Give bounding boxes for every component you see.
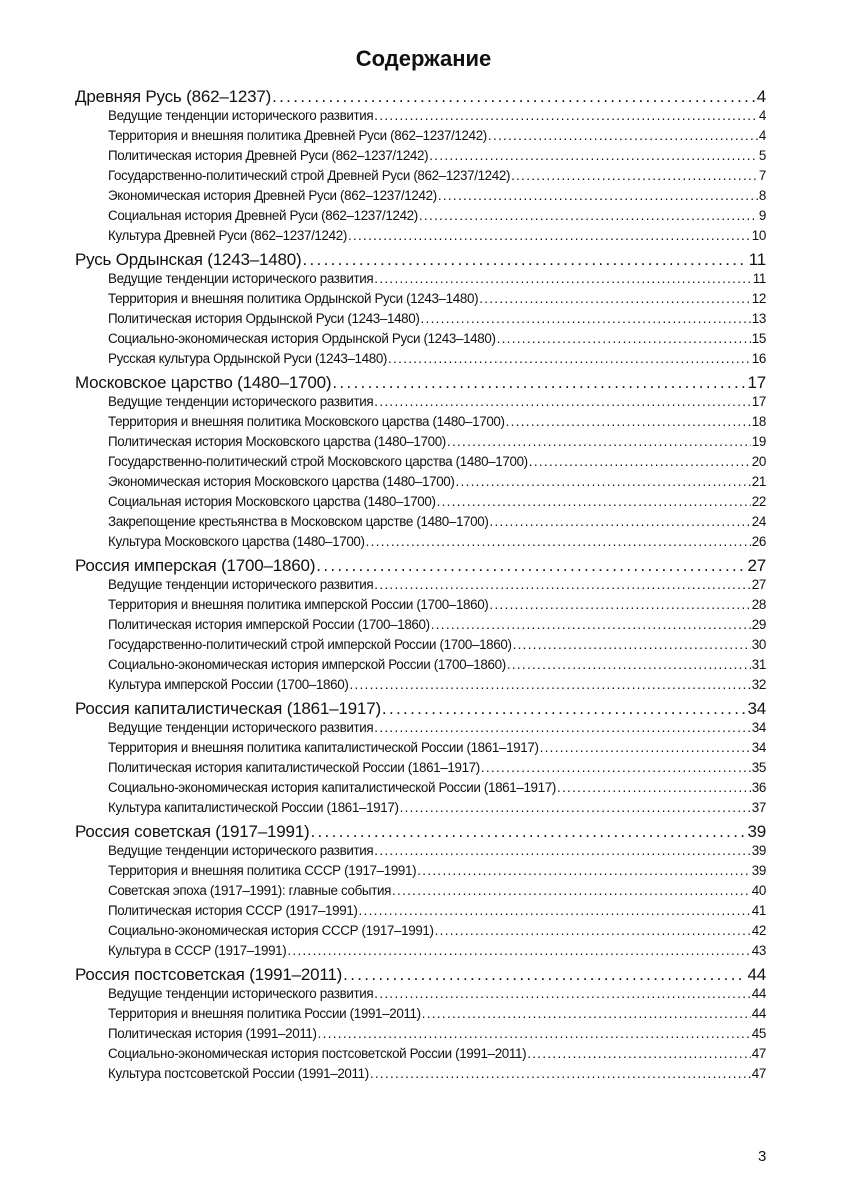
entry-title: Социально-экономическая история имперской России (1700–1860) bbox=[108, 657, 506, 672]
entry-title: Древняя Русь (862–1237) bbox=[75, 87, 272, 106]
entry-title: Социальная история Московского царства (1480–1700) bbox=[108, 494, 436, 509]
entry-page: 4 bbox=[756, 87, 766, 106]
entry-page: 22 bbox=[751, 494, 766, 509]
dot-leader bbox=[318, 1024, 751, 1044]
toc-subsection[interactable] bbox=[75, 738, 766, 758]
toc-subsection[interactable] bbox=[75, 941, 766, 961]
entry-page: 12 bbox=[751, 291, 766, 306]
entry-page: 4 bbox=[758, 108, 766, 123]
dot-leader bbox=[332, 374, 746, 392]
entry-title: Экономическая история Древней Руси (862–1237/1242) bbox=[108, 188, 437, 203]
dot-leader bbox=[481, 758, 751, 778]
toc-subsection[interactable] bbox=[75, 289, 766, 309]
dot-leader bbox=[447, 432, 751, 452]
entry-title: Территория и внешняя политика Московского царства (1480–1700) bbox=[108, 414, 505, 429]
toc-subsection[interactable] bbox=[75, 798, 766, 818]
entry-title: Политическая история Ордынской Руси (1243–1480) bbox=[108, 311, 420, 326]
entry-title: Государственно-политический строй Московского царства (1480–1700) bbox=[108, 454, 528, 469]
entry-page: 5 bbox=[758, 148, 766, 163]
toc-section[interactable] bbox=[75, 700, 766, 718]
dot-leader bbox=[527, 1044, 751, 1064]
toc-subsection[interactable] bbox=[75, 126, 766, 146]
entry-title: Культура Древней Руси (862–1237/1242) bbox=[108, 228, 347, 243]
dot-leader bbox=[431, 615, 751, 635]
entry-title: Ведущие тенденции исторического развития bbox=[108, 394, 374, 409]
entry-title: Политическая история Московского царства (1480–1700) bbox=[108, 434, 446, 449]
entry-title: Политическая история имперской России (1700–1860) bbox=[108, 617, 430, 632]
entry-title: Закрепощение крестьянства в Московском царстве (1480–1700) bbox=[108, 514, 489, 529]
entry-title: Политическая история СССР (1917–1991) bbox=[108, 903, 358, 918]
entry-title: Экономическая история Московского царства (1480–1700) bbox=[108, 474, 455, 489]
dot-leader bbox=[479, 289, 751, 309]
toc-section[interactable] bbox=[75, 823, 766, 841]
entry-title: Ведущие тенденции исторического развития bbox=[108, 986, 374, 1001]
toc-subsection[interactable] bbox=[75, 635, 766, 655]
entry-page: 11 bbox=[748, 250, 766, 269]
dot-leader bbox=[489, 595, 750, 615]
page-title: Содержание bbox=[355, 46, 492, 71]
entry-page: 35 bbox=[751, 760, 766, 775]
entry-page: 16 bbox=[751, 351, 766, 366]
toc-subsection[interactable] bbox=[75, 309, 766, 329]
entry-page: 34 bbox=[747, 699, 766, 718]
entry-page: 39 bbox=[751, 863, 766, 878]
dot-leader bbox=[287, 941, 750, 961]
entry-page: 41 bbox=[751, 903, 766, 918]
dot-leader bbox=[370, 1064, 751, 1084]
entry-page: 17 bbox=[751, 394, 766, 409]
entry-title: Государственно-политический строй Древней Руси (862–1237/1242) bbox=[108, 168, 511, 183]
toc-subsection[interactable] bbox=[75, 718, 766, 738]
entry-title: Территория и внешняя политика имперской России (1700–1860) bbox=[108, 597, 489, 612]
dot-leader bbox=[417, 861, 751, 881]
entry-title: Социально-экономическая история постсоветской России (1991–2011) bbox=[108, 1046, 527, 1061]
toc-subsection[interactable] bbox=[75, 106, 766, 126]
entry-page: 43 bbox=[751, 943, 766, 958]
dot-leader bbox=[374, 575, 751, 595]
entry-title: Культура имперской России (1700–1860) bbox=[108, 677, 349, 692]
toc-subsection[interactable] bbox=[75, 146, 766, 166]
dot-leader bbox=[382, 700, 747, 718]
entry-page: 30 bbox=[751, 637, 766, 652]
entry-title: Политическая история капиталистической России (1861–1917) bbox=[108, 760, 480, 775]
dot-leader bbox=[497, 329, 751, 349]
entry-title: Социально-экономическая история СССР (1917–1991) bbox=[108, 923, 434, 938]
toc-subsection[interactable] bbox=[75, 269, 766, 289]
entry-title: Россия постсоветская (1991–2011) bbox=[75, 965, 343, 984]
toc-subsection[interactable] bbox=[75, 206, 766, 226]
toc-subsection[interactable] bbox=[75, 595, 766, 615]
entry-title: Политическая история (1991–2011) bbox=[108, 1026, 317, 1041]
toc-subsection[interactable] bbox=[75, 901, 766, 921]
toc-subsection[interactable] bbox=[75, 655, 766, 675]
toc-section[interactable] bbox=[75, 88, 766, 106]
dot-leader bbox=[489, 512, 750, 532]
entry-title: Ведущие тенденции исторического развития bbox=[108, 720, 374, 735]
entry-page: 34 bbox=[751, 720, 766, 735]
entry-title: Политическая история Древней Руси (862–1237/1242) bbox=[108, 148, 429, 163]
entry-page: 8 bbox=[758, 188, 766, 203]
entry-page: 44 bbox=[747, 965, 766, 984]
dot-leader bbox=[507, 655, 751, 675]
dot-leader bbox=[529, 452, 751, 472]
toc-section[interactable] bbox=[75, 557, 766, 575]
entry-title: Россия капиталистическая (1861–1917) bbox=[75, 699, 381, 718]
entry-page: 27 bbox=[747, 556, 766, 575]
entry-page: 17 bbox=[747, 373, 766, 392]
dot-leader bbox=[374, 984, 751, 1004]
entry-page: 13 bbox=[751, 311, 766, 326]
toc-subsection[interactable] bbox=[75, 512, 766, 532]
dot-leader bbox=[422, 1004, 751, 1024]
entry-title: Культура капиталистической России (1861–1917) bbox=[108, 800, 399, 815]
toc-subsection[interactable] bbox=[75, 758, 766, 778]
dot-leader bbox=[310, 823, 746, 841]
dot-leader bbox=[359, 901, 751, 921]
dot-leader bbox=[374, 718, 751, 738]
dot-leader bbox=[511, 166, 758, 186]
entry-page: 44 bbox=[751, 1006, 766, 1021]
entry-page: 39 bbox=[751, 843, 766, 858]
toc-subsection[interactable] bbox=[75, 392, 766, 412]
entry-page: 11 bbox=[752, 271, 766, 286]
entry-page: 27 bbox=[751, 577, 766, 592]
toc-section[interactable] bbox=[75, 966, 766, 984]
dot-leader bbox=[374, 106, 758, 126]
entry-title: Территория и внешняя политика СССР (1917–1991) bbox=[108, 863, 417, 878]
toc-subsection[interactable] bbox=[75, 575, 766, 595]
entry-page: 24 bbox=[751, 514, 766, 529]
dot-leader bbox=[513, 635, 751, 655]
dot-leader bbox=[438, 186, 758, 206]
dot-leader bbox=[540, 738, 751, 758]
dot-leader bbox=[435, 921, 751, 941]
dot-leader bbox=[429, 146, 758, 166]
entry-title: Социальная история Древней Руси (862–1237/1242) bbox=[108, 208, 418, 223]
entry-page: 21 bbox=[751, 474, 766, 489]
entry-title: Ведущие тенденции исторического развития bbox=[108, 108, 374, 123]
entry-page: 15 bbox=[751, 331, 766, 346]
entry-title: Ведущие тенденции исторического развития bbox=[108, 577, 374, 592]
toc-subsection[interactable] bbox=[75, 166, 766, 186]
entry-title: Ведущие тенденции исторического развития bbox=[108, 843, 374, 858]
dot-leader bbox=[374, 392, 751, 412]
entry-page: 29 bbox=[751, 617, 766, 632]
entry-title: Территория и внешняя политика России (1991–2011) bbox=[108, 1006, 421, 1021]
dot-leader bbox=[392, 881, 751, 901]
entry-title: Социально-экономическая история капиталистической России (1861–1917) bbox=[108, 780, 556, 795]
entry-page: 19 bbox=[751, 434, 766, 449]
entry-page: 47 bbox=[751, 1046, 766, 1061]
dot-leader bbox=[437, 492, 751, 512]
toc-subsection[interactable] bbox=[75, 452, 766, 472]
toc-subsection[interactable] bbox=[75, 472, 766, 492]
dot-leader bbox=[488, 126, 758, 146]
toc-subsection[interactable] bbox=[75, 226, 766, 246]
entry-title: Русь Ордынская (1243–1480) bbox=[75, 250, 302, 269]
toc-section[interactable] bbox=[75, 374, 766, 392]
toc-section[interactable] bbox=[75, 251, 766, 269]
toc-subsection[interactable] bbox=[75, 412, 766, 432]
dot-leader bbox=[400, 798, 751, 818]
dot-leader bbox=[388, 349, 751, 369]
dot-leader bbox=[374, 269, 752, 289]
entry-page: 40 bbox=[751, 883, 766, 898]
dot-leader bbox=[420, 309, 750, 329]
entry-page: 32 bbox=[751, 677, 766, 692]
toc-subsection[interactable] bbox=[75, 349, 766, 369]
dot-leader bbox=[349, 675, 750, 695]
toc-subsection[interactable] bbox=[75, 532, 766, 552]
toc-subsection[interactable] bbox=[75, 1024, 766, 1044]
entry-page: 9 bbox=[758, 208, 766, 223]
table-of-contents bbox=[75, 88, 766, 1084]
entry-page: 45 bbox=[751, 1026, 766, 1041]
entry-title: Россия советская (1917–1991) bbox=[75, 822, 310, 841]
entry-page: 4 bbox=[758, 128, 766, 143]
toc-subsection[interactable] bbox=[75, 432, 766, 452]
entry-title: Россия имперская (1700–1860) bbox=[75, 556, 316, 575]
dot-leader bbox=[348, 226, 751, 246]
toc-subsection[interactable] bbox=[75, 881, 766, 901]
entry-page: 26 bbox=[751, 534, 766, 549]
entry-title: Культура постсоветской России (1991–2011) bbox=[108, 1066, 369, 1081]
entry-title: Государственно-политический строй имперской России (1700–1860) bbox=[108, 637, 512, 652]
entry-page: 31 bbox=[751, 657, 766, 672]
entry-page: 47 bbox=[751, 1066, 766, 1081]
entry-title: Московское царство (1480–1700) bbox=[75, 373, 332, 392]
dot-leader bbox=[366, 532, 751, 552]
entry-title: Ведущие тенденции исторического развития bbox=[108, 271, 374, 286]
dot-leader bbox=[419, 206, 758, 226]
entry-title: Русская культура Ордынской Руси (1243–1480) bbox=[108, 351, 388, 366]
toc-subsection[interactable] bbox=[75, 1004, 766, 1024]
entry-page: 42 bbox=[751, 923, 766, 938]
toc-subsection[interactable] bbox=[75, 615, 766, 635]
entry-title: Культура Московского царства (1480–1700) bbox=[108, 534, 365, 549]
entry-page: 10 bbox=[751, 228, 766, 243]
entry-title: Социально-экономическая история Ордынской Руси (1243–1480) bbox=[108, 331, 496, 346]
entry-page: 20 bbox=[751, 454, 766, 469]
toc-subsection[interactable] bbox=[75, 778, 766, 798]
dot-leader bbox=[456, 472, 751, 492]
entry-title: Территория и внешняя политика Древней Руси (862–1237/1242) bbox=[108, 128, 487, 143]
entry-page: 18 bbox=[751, 414, 766, 429]
dot-leader bbox=[272, 88, 756, 106]
entry-title: Территория и внешняя политика капиталистической России (1861–1917) bbox=[108, 740, 539, 755]
page-number: 3 bbox=[758, 1148, 767, 1165]
toc-subsection[interactable] bbox=[75, 841, 766, 861]
dot-leader bbox=[557, 778, 751, 798]
entry-title: Культура в СССР (1917–1991) bbox=[108, 943, 287, 958]
dot-leader bbox=[302, 251, 747, 269]
entry-page: 7 bbox=[758, 168, 766, 183]
dot-leader bbox=[343, 966, 746, 984]
entry-page: 28 bbox=[751, 597, 766, 612]
entry-page: 37 bbox=[751, 800, 766, 815]
toc-subsection[interactable] bbox=[75, 861, 766, 881]
entry-title: Территория и внешняя политика Ордынской Руси (1243–1480) bbox=[108, 291, 479, 306]
toc-subsection[interactable] bbox=[75, 921, 766, 941]
dot-leader bbox=[316, 557, 746, 575]
dot-leader bbox=[374, 841, 751, 861]
entry-page: 36 bbox=[751, 780, 766, 795]
entry-page: 34 bbox=[751, 740, 766, 755]
toc-subsection[interactable] bbox=[75, 675, 766, 695]
toc-subsection[interactable] bbox=[75, 186, 766, 206]
entry-title: Советская эпоха (1917–1991): главные события bbox=[108, 883, 392, 898]
toc-subsection[interactable] bbox=[75, 329, 766, 349]
entry-page: 44 bbox=[751, 986, 766, 1001]
toc-subsection[interactable] bbox=[75, 1064, 766, 1084]
toc-subsection[interactable] bbox=[75, 984, 766, 1004]
toc-subsection[interactable] bbox=[75, 492, 766, 512]
entry-page: 39 bbox=[747, 822, 766, 841]
dot-leader bbox=[506, 412, 751, 432]
toc-subsection[interactable] bbox=[75, 1044, 766, 1064]
